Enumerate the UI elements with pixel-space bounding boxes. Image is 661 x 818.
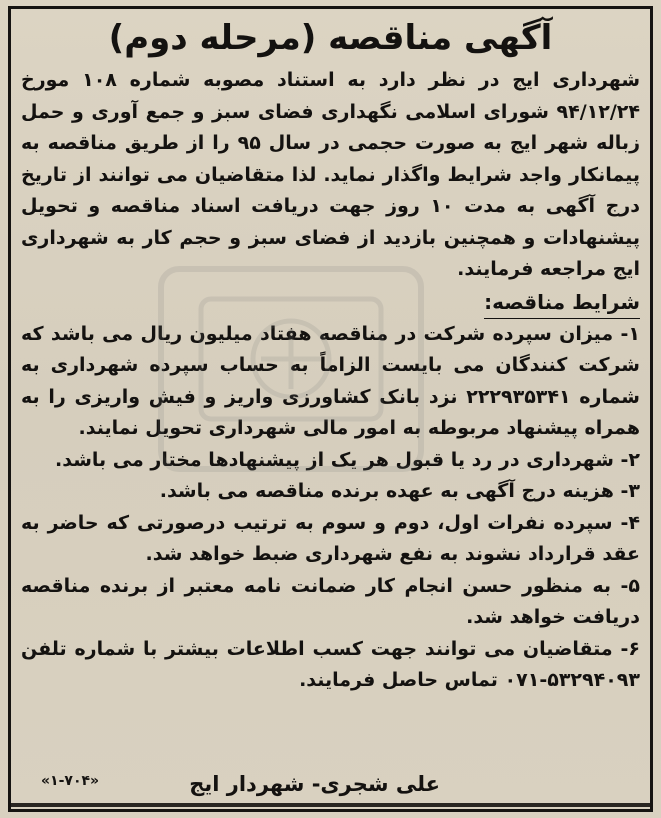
conditions-list bbox=[21, 319, 640, 697]
notice-intro: شهرداری ایج در نظر دارد به استناد مصوبه شماره ۱۰۸ مورخ ۹۴/۱۲/۲۴ شورای اسلامی نگهداری فضای سبز و جمع آوری و حمل زباله شهر ایج به صورت حجمی در سال ۹۵ را از طریق مناقصه به پیمانکار واجد شرایط واگذار نماید. لذا متقاضیان می توانند از تاریخ درج آگهی به مدت ۱۰ روز جهت دریافت اسناد مناقصه و تحویل پیشنهادات و همچنین بازدید از فضای سبز و حجم کار به شهرداری ایج مراجعه فرمایند. bbox=[21, 69, 641, 280]
notice-footer bbox=[21, 769, 640, 799]
bottom-rule bbox=[11, 803, 650, 807]
condition-item: ۵- به منظور حسن انجام کار ضمانت نامه معتبر از برنده مناقصه دریافت خواهد شد. bbox=[21, 574, 640, 628]
condition-item: ۴- سپرده نفرات اول، دوم و سوم به ترتیب درصورتی که حاضر به عقد قرارداد نشوند به نفع شهرداری ضبط خواهد شد. bbox=[21, 511, 640, 565]
notice-frame bbox=[8, 6, 653, 812]
signature: علی شجری- شهردار ایج bbox=[189, 772, 440, 796]
condition-item: ۲- شهرداری در رد یا قبول هر یک از پیشنهادها مختار می باشد. bbox=[55, 448, 640, 471]
condition-item: ۶- متقاضیان می توانند جهت کسب اطلاعات بیشتر با شماره تلفن ۵۳۲۹۴۰۹۳-۰۷۱ تماس حاصل فرمایند. bbox=[21, 637, 640, 691]
ad-code: «۱-۷۰۴» bbox=[41, 773, 100, 789]
condition-item: ۱- میزان سپرده شرکت در مناقصه هفتاد میلیون ریال می باشد که شرکت کنندگان می بایست الزاماً به حساب سپرده شهرداری به شماره ۲۲۲۹۳۵۳۴۱ نزد بانک کشاورزی واریز و فیش واریزی را به همراه پیشنهاد مربوطه به امور مالی شهرداری تحویل نمایند. bbox=[21, 322, 640, 439]
notice-title: آگهی مناقصه (مرحله دوم) bbox=[108, 18, 553, 58]
conditions-heading: شرایط مناقصه: bbox=[484, 286, 640, 319]
condition-item: ۳- هزینه درج آگهی به عهده برنده مناقصه می باشد. bbox=[159, 480, 640, 502]
